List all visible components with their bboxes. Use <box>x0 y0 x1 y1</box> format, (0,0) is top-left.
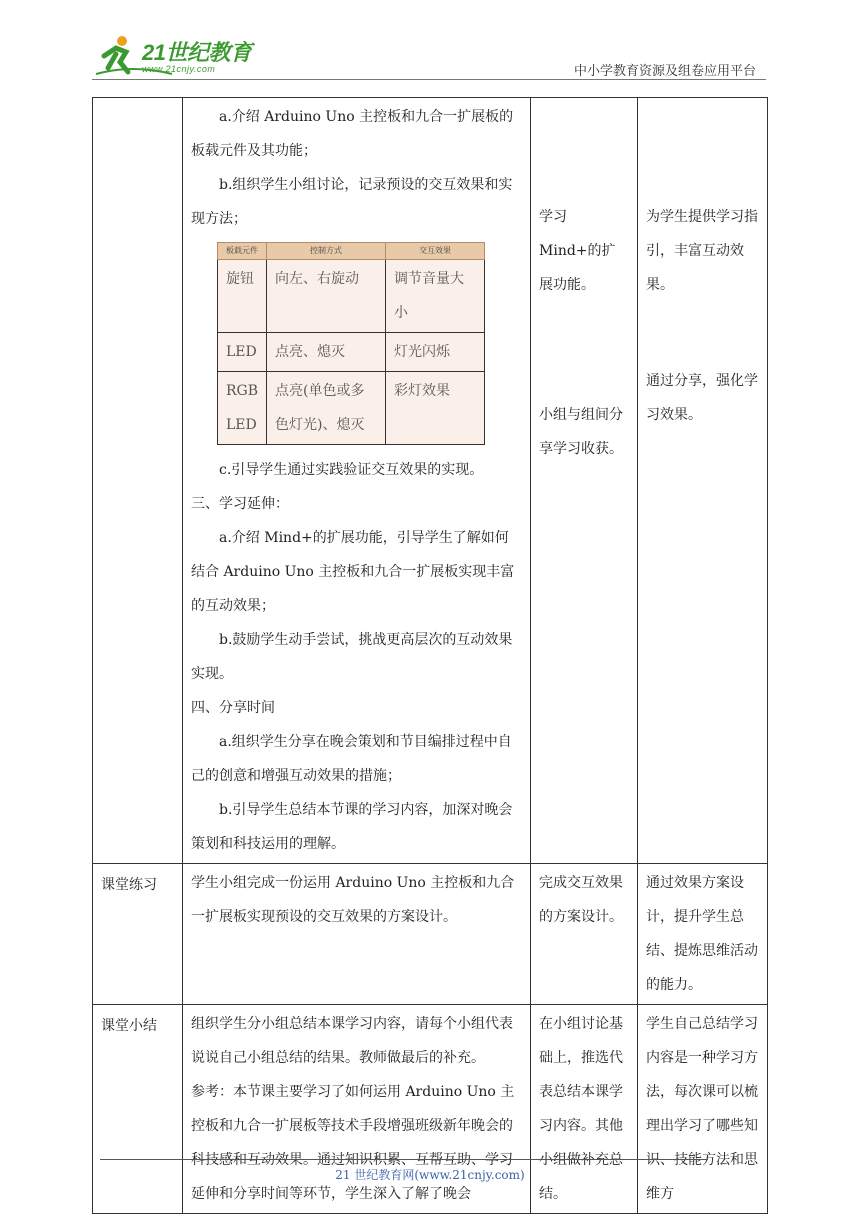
mini-header-cell: 板载元件 <box>218 243 267 260</box>
activity-content <box>183 98 531 864</box>
mini-cell: 调节音量大小 <box>386 260 485 333</box>
content-paragraph: b.鼓励学生动手尝试，挑战更高层次的互动效果实现。 <box>191 632 513 682</box>
footer-text: 21 世纪教育网(www.21cnjy.com) <box>335 1168 525 1182</box>
mini-cell: LED <box>218 333 267 372</box>
logo-url: www.21cnjy.com <box>142 64 216 74</box>
footer-divider <box>100 1159 708 1160</box>
platform-name: 中小学教育资源及组卷应用平台 <box>573 64 756 79</box>
design-intent <box>638 98 768 864</box>
student-text: 完成交互效果的方案设计。 <box>531 864 638 1005</box>
row-label: 课堂小结 <box>93 1005 183 1214</box>
section-heading: 四、分享时间 <box>191 700 275 716</box>
content-paragraph: a.介绍 Arduino Uno 主控板和九合一扩展板的板载元件及其功能； <box>191 109 514 159</box>
intent-text: 通过分享，强化学习效果。 <box>646 373 758 423</box>
component-table <box>217 242 485 445</box>
student-text: 在小组讨论基础上，推选代表总结本课学习内容。其他小组做补充总结。 <box>531 1005 638 1214</box>
mini-header-cell: 交互效果 <box>386 243 485 260</box>
mini-cell: 向左、右旋动 <box>267 260 386 333</box>
row-label: 课堂练习 <box>93 864 183 1005</box>
content-paragraph: c.引导学生通过实践验证交互效果的实现。 <box>219 462 484 478</box>
student-text: 小组与组间分享学习收获。 <box>539 407 623 457</box>
content-paragraph: b.引导学生总结本节课的学习内容，加深对晚会策划和科技运用的理解。 <box>191 802 513 852</box>
mini-cell: RGB LED <box>218 372 267 445</box>
component-table-row <box>218 372 485 445</box>
component-table-row <box>218 260 485 333</box>
content-paragraph: b.组织学生小组讨论，记录预设的交互效果和实现方法； <box>191 177 513 227</box>
mini-cell: 灯光闪烁 <box>386 333 485 372</box>
header-divider <box>92 79 766 80</box>
student-activity <box>531 98 638 864</box>
component-table-row <box>218 333 485 372</box>
student-text: 学习 Mind+的扩展功能。 <box>539 209 616 293</box>
content-paragraph: a.介绍 Mind+的扩展功能，引导学生了解如何结合 Arduino Uno 主控板和九合一扩展板实现丰富的互动效果； <box>191 530 515 614</box>
mini-cell: 点亮(单色或多色灯光)、熄灭 <box>267 372 386 445</box>
mini-header-cell: 控制方式 <box>267 243 386 260</box>
page-header <box>92 32 766 82</box>
content-paragraph: a.组织学生分享在晚会策划和节目编排过程中自己的创意和增强互动效果的措施； <box>191 734 512 784</box>
table-row-activities <box>93 98 768 864</box>
section-heading: 三、学习延伸： <box>191 496 289 512</box>
intent-text: 学生自己总结学习内容是一种学习方法，每次课可以梳理出学习了哪些知识、技能方法和思维方 <box>638 1005 768 1214</box>
logo-text: 21世纪教育 <box>142 40 252 65</box>
component-table-header <box>218 243 485 260</box>
row-label-empty <box>93 98 183 864</box>
intent-text: 通过效果方案设计，提升学生总结、提炼思维活动的能力。 <box>638 864 768 1005</box>
mini-cell: 点亮、熄灭 <box>267 333 386 372</box>
intent-text: 为学生提供学习指引，丰富互动效果。 <box>646 209 758 293</box>
practice-content: 学生小组完成一份运用 Arduino Uno 主控板和九合一扩展板实现预设的交互效果的方案设计。 <box>183 864 531 1005</box>
content-paragraph: 参考：本节课主要学习了如何运用 Arduino Uno 主控板和九合一扩展板等技术手段增强班级新年晚会的科技感和互动效果。通过知识积累、互帮互助、学习延伸和分享时间等环节，学生深入了解了晚会 <box>191 1084 515 1202</box>
content-paragraph: 组织学生分小组总结本课学习内容，请每个小组代表说说自己小组总结的结果。教师做最后的补充。 <box>191 1016 513 1066</box>
mini-cell: 旋钮 <box>218 260 267 333</box>
mini-cell: 彩灯效果 <box>386 372 485 445</box>
table-row-practice <box>93 864 768 1005</box>
lesson-plan-table <box>92 97 768 1214</box>
